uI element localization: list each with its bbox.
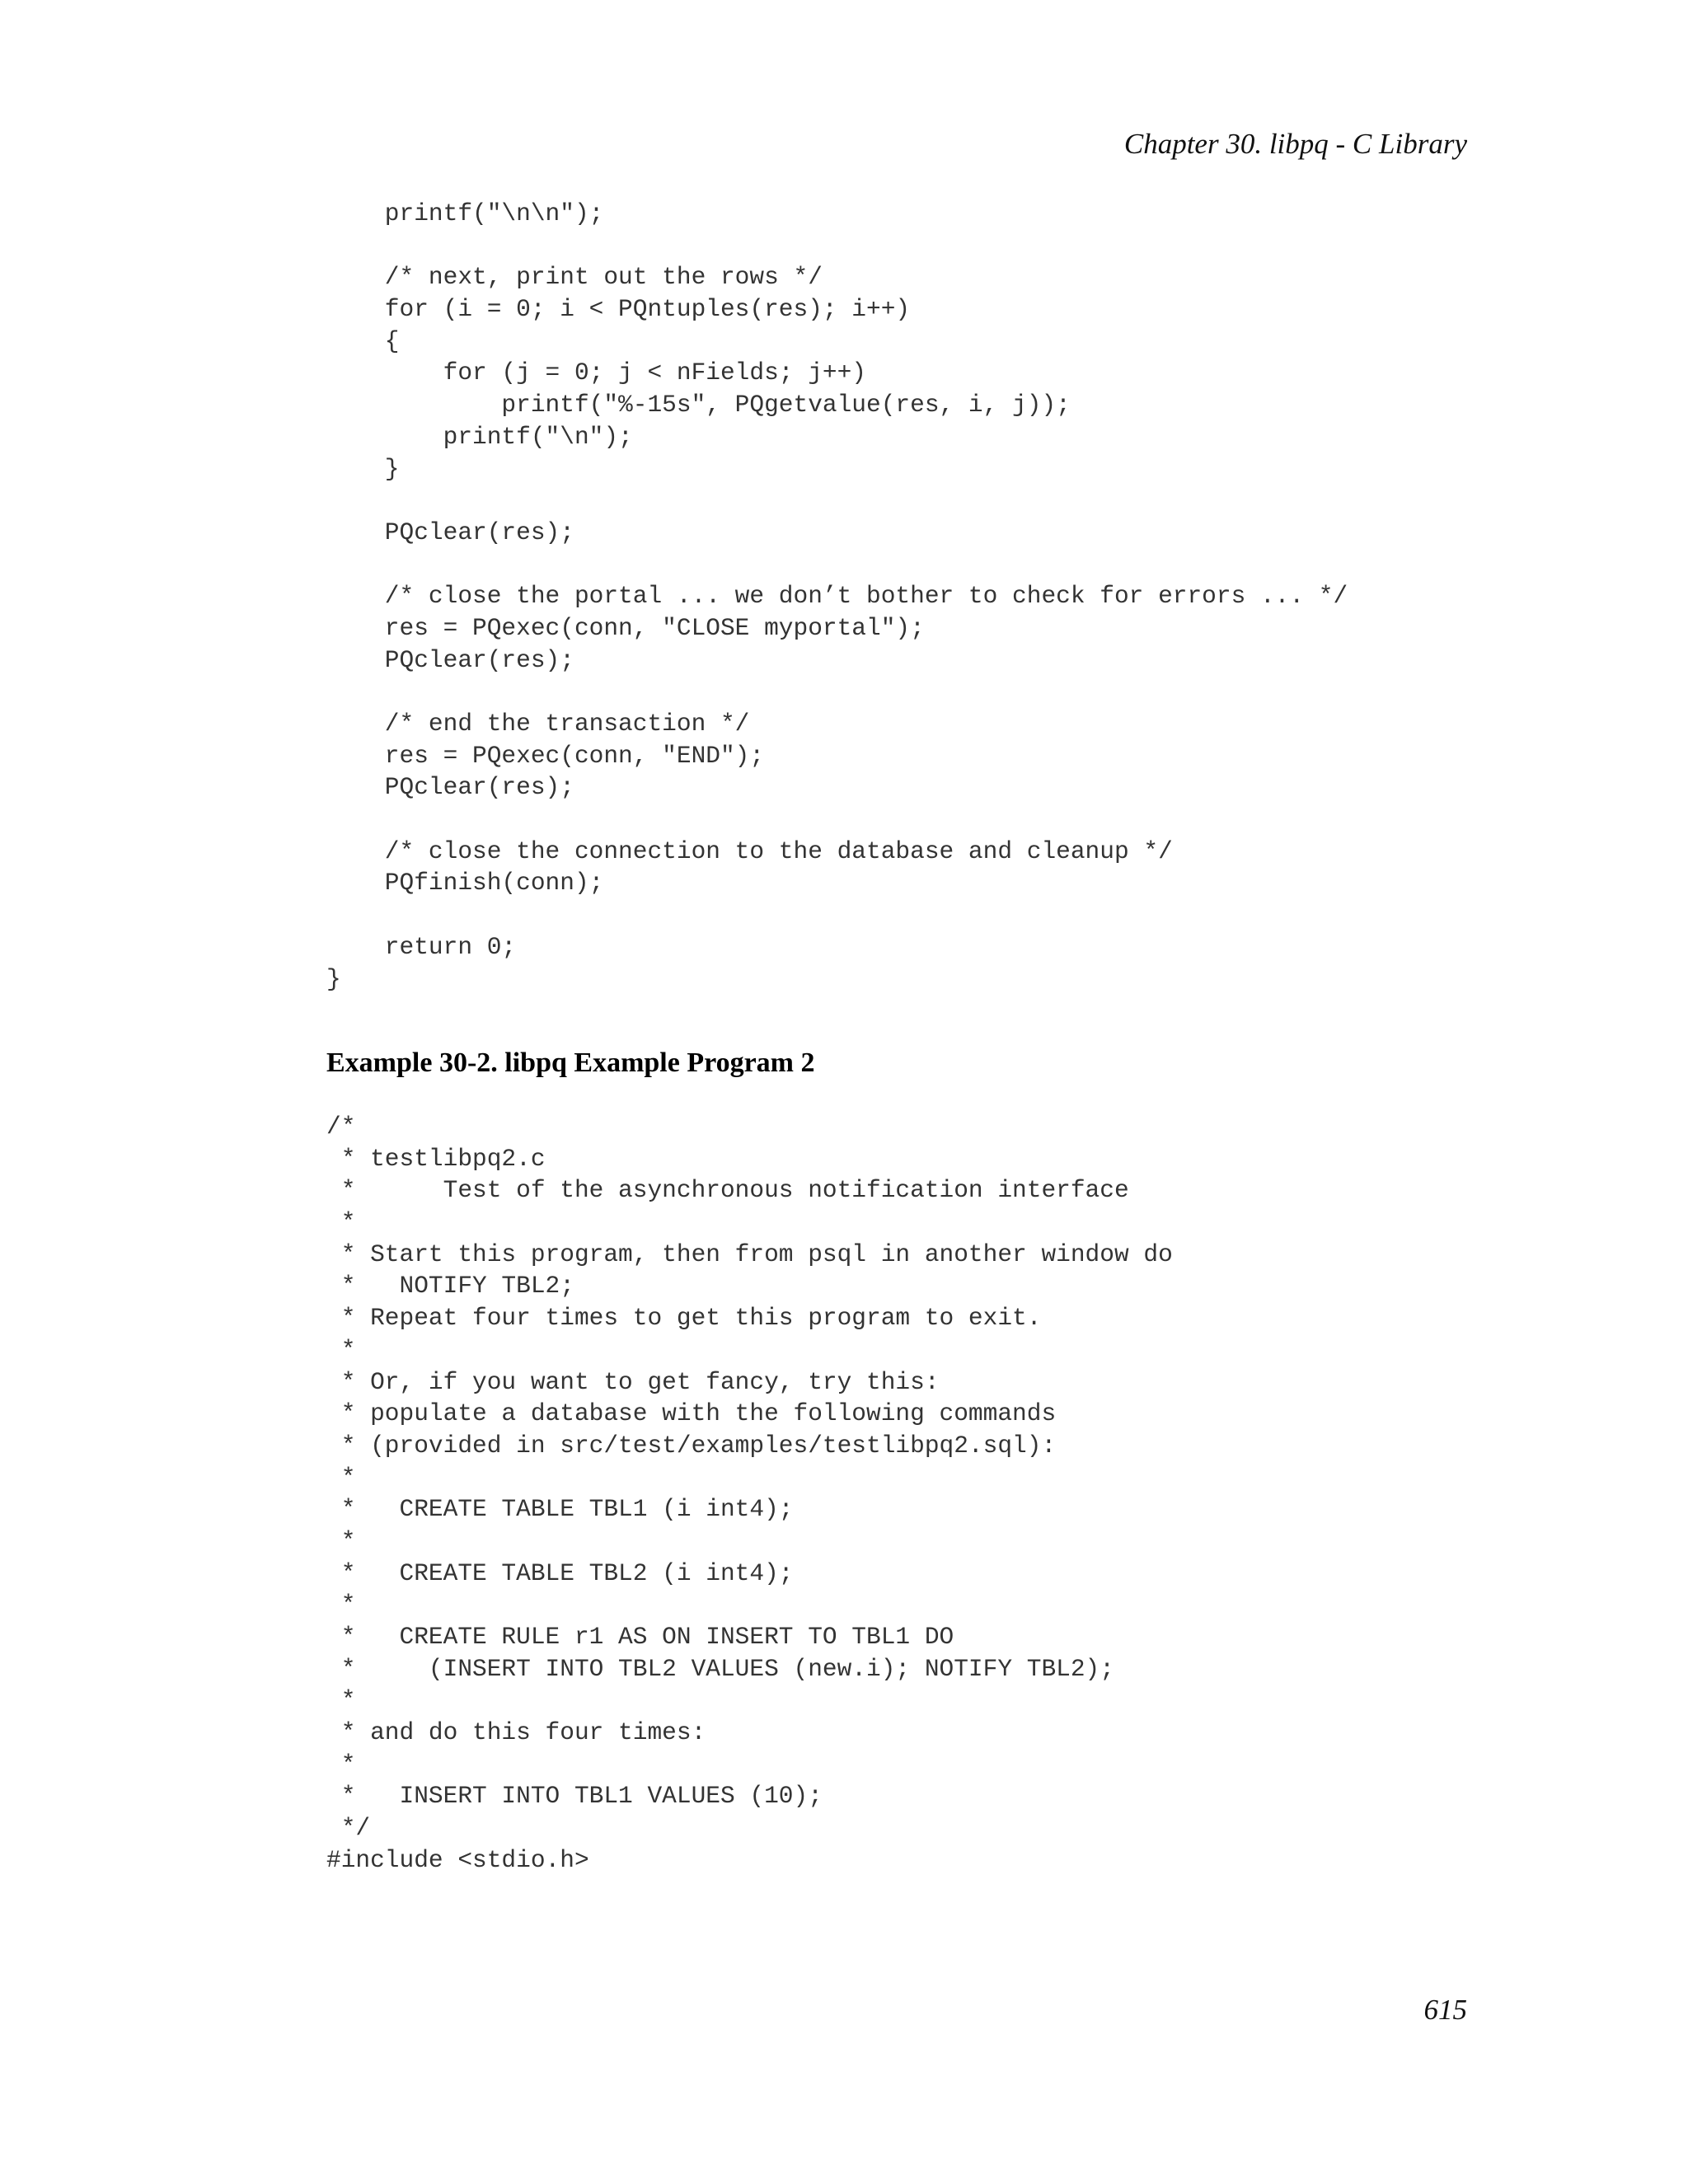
code-line: * testlibpq2.c: [326, 1144, 546, 1173]
code-line: {: [326, 326, 400, 355]
code-line: * Test of the asynchronous notification interface: [326, 1176, 1129, 1205]
code-line: /* end the transaction */: [326, 710, 750, 738]
code-line: *: [326, 1591, 356, 1619]
code-line: PQclear(res);: [326, 773, 574, 802]
code-line: * (INSERT INTO TBL2 VALUES (new.i); NOTIFY TBL2);: [326, 1654, 1114, 1683]
code-line: * CREATE TABLE TBL1 (i int4);: [326, 1495, 794, 1524]
code-line: *: [326, 1750, 356, 1779]
code-line: printf("\n");: [326, 422, 633, 451]
code-line: *: [326, 1335, 356, 1364]
code-line: *: [326, 1526, 356, 1555]
code-line: * Start this program, then from psql in another window do: [326, 1240, 1173, 1268]
code-line: * (provided in src/test/examples/testlibpq2.sql):: [326, 1431, 1057, 1460]
code-line: */: [326, 1814, 371, 1843]
code-line: PQfinish(conn);: [326, 869, 604, 898]
code-line: [326, 676, 1348, 708]
code-line: * CREATE RULE r1 AS ON INSERT TO TBL1 DO: [326, 1623, 954, 1651]
code-listing-top: [326, 198, 1348, 995]
code-line: printf("%-15s", PQgetvalue(res, i, j));: [326, 391, 1071, 419]
code-line: [326, 485, 1348, 517]
code-line: * and do this four times:: [326, 1718, 706, 1747]
code-line: * NOTIFY TBL2;: [326, 1272, 574, 1301]
code-line: *: [326, 1208, 356, 1237]
code-line: [326, 899, 1348, 931]
code-line: *: [326, 1463, 356, 1492]
code-line: /* close the connection to the database and cleanup */: [326, 837, 1173, 865]
code-line: * Repeat four times to get this program to exit.: [326, 1304, 1042, 1333]
code-line: PQclear(res);: [326, 645, 574, 674]
code-line: /*: [326, 1113, 356, 1141]
code-line: PQclear(res);: [326, 518, 574, 546]
page-number: 615: [1423, 1994, 1467, 2026]
running-header: Chapter 30. libpq - C Library: [1123, 128, 1467, 160]
code-line: *: [326, 1686, 356, 1715]
example-title: Example 30-2. libpq Example Program 2: [326, 1047, 815, 1078]
code-line: res = PQexec(conn, "CLOSE myportal");: [326, 613, 925, 642]
code-line: }: [326, 964, 341, 993]
code-line: /* close the portal ... we don’t bother to check for errors ... */: [326, 582, 1348, 611]
code-line: [326, 549, 1348, 581]
code-line: res = PQexec(conn, "END");: [326, 741, 765, 770]
code-line: #include <stdio.h>: [326, 1845, 589, 1874]
code-listing-bottom: [326, 1111, 1173, 1877]
code-line: for (j = 0; j < nFields; j++): [326, 359, 867, 387]
code-line: return 0;: [326, 932, 517, 961]
code-line: * INSERT INTO TBL1 VALUES (10);: [326, 1782, 823, 1811]
code-line: [326, 804, 1348, 836]
code-line: * Or, if you want to get fancy, try this:: [326, 1367, 940, 1396]
code-line: }: [326, 454, 400, 483]
code-line: /* next, print out the rows */: [326, 263, 823, 292]
code-line: printf("\n\n");: [326, 199, 604, 227]
code-line: for (i = 0; i < PQntuples(res); i++): [326, 295, 911, 324]
code-line: * populate a database with the following commands: [326, 1399, 1057, 1428]
code-line: [326, 230, 1348, 262]
code-line: * CREATE TABLE TBL2 (i int4);: [326, 1558, 794, 1587]
